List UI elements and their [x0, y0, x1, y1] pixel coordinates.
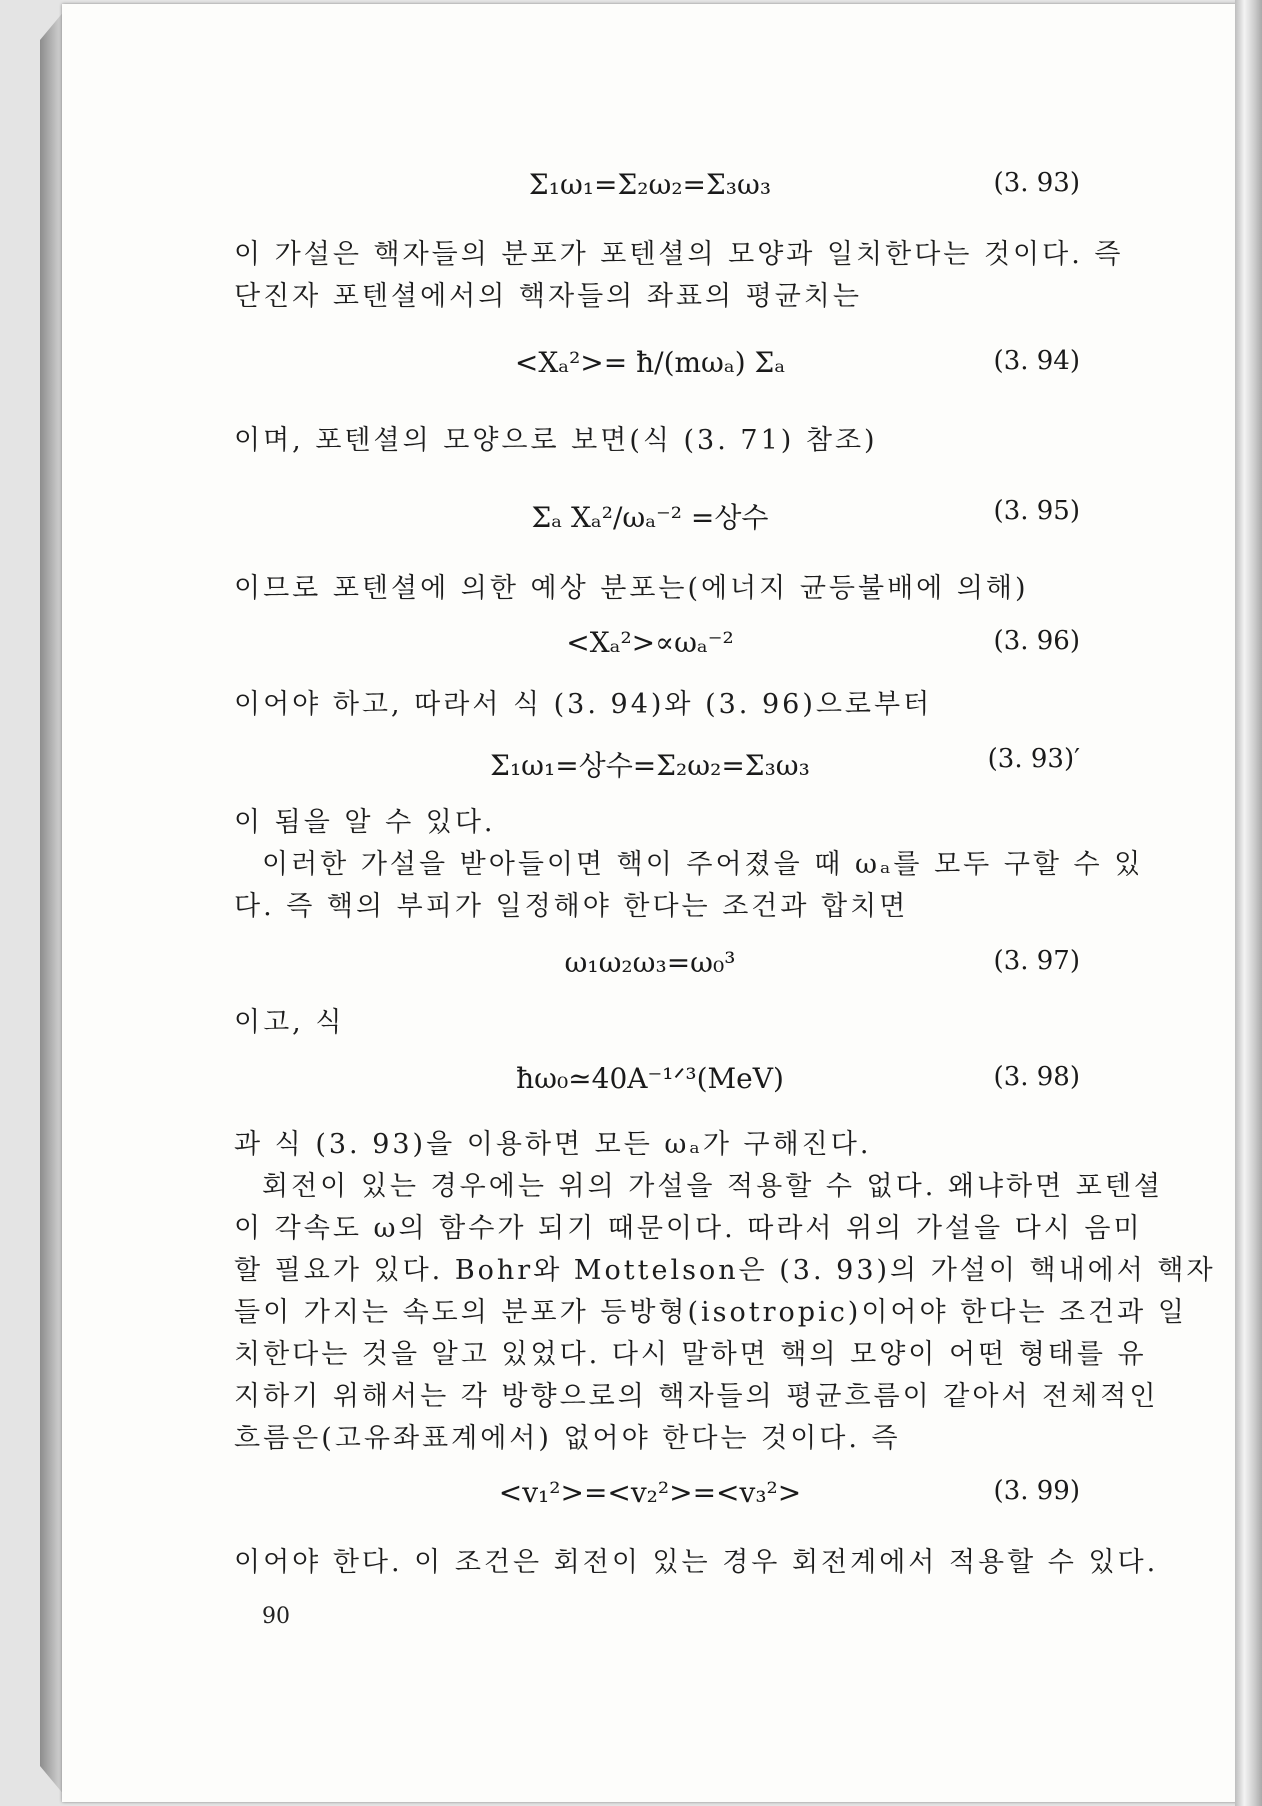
equation-expression: Σₐ Xₐ²/ωₐ⁻² =상수: [531, 501, 769, 534]
equation-number: (3. 99): [993, 1476, 1080, 1506]
equation-number: (3. 98): [993, 1062, 1080, 1092]
paragraph-line: 이어야 하고, 따라서 식 (3. 94)와 (3. 96)으로부터: [234, 689, 933, 720]
paragraph-line: 이므로 포텐셜에 의한 예상 분포는(에너지 균등불배에 의해): [234, 573, 1029, 604]
paragraph-line: 들이 가지는 속도의 분포가 등방형(isotropic)이어야 한다는 조건과 일: [234, 1297, 1187, 1328]
equation-3-94: [400, 346, 1080, 406]
page-number: 90: [262, 1604, 290, 1629]
paragraph-line: 흐름은(고유좌표계에서) 없어야 한다는 것이다. 즉: [234, 1423, 901, 1454]
paragraph-line: 이 각속도 ω의 함수가 되기 때문이다. 따라서 위의 가설을 다시 음미: [234, 1213, 1143, 1244]
paragraph-line: 치한다는 것을 알고 있었다. 다시 말하면 핵의 모양이 어떤 형태를 유: [234, 1339, 1147, 1370]
paragraph-line: 이 됨을 알 수 있다.: [234, 807, 496, 838]
equation-expression: Σ₁ω₁=상수=Σ₂ω₂=Σ₃ω₃: [490, 749, 810, 782]
paragraph-line: 다. 즉 핵의 부피가 일정해야 한다는 조건과 합치면: [234, 891, 909, 922]
equation-3-98: [400, 1062, 1080, 1122]
paragraph-line: 이어야 한다. 이 조건은 회전이 있는 경우 회전계에서 적용할 수 있다.: [234, 1547, 1159, 1578]
equation-expression: ω₁ω₂ω₃=ω₀³: [564, 946, 736, 979]
equation-number: (3. 93)′: [987, 744, 1080, 774]
paragraph-line: 회전이 있는 경우에는 위의 가설을 적용할 수 없다. 왜냐하면 포텐셜: [262, 1171, 1164, 1202]
paragraph-line: 이며, 포텐셜의 모양으로 보면(식 (3. 71) 참조): [234, 425, 878, 456]
equation-3-95: [400, 496, 1080, 556]
equation-expression: Σ₁ω₁=Σ₂ω₂=Σ₃ω₃: [528, 168, 772, 201]
equation-number: (3. 93): [993, 168, 1080, 198]
equation-expression: <Xₐ²>= ħ/(mωₐ) Σₐ: [514, 346, 786, 379]
paragraph-line: 할 필요가 있다. Bohr와 Mottelson은 (3. 93)의 가설이 핵내에서 핵자: [234, 1255, 1216, 1286]
equation-3-93-prime: [400, 744, 1080, 804]
equation-3-97: [400, 946, 1080, 1006]
equation-3-93: [400, 168, 1080, 228]
equation-number: (3. 94): [993, 346, 1080, 376]
page-edge: [1235, 0, 1262, 1806]
paragraph-line: 과 식 (3. 93)을 이용하면 모든 ωₐ가 구해진다.: [234, 1129, 872, 1160]
equation-3-99: [400, 1476, 1080, 1536]
equation-expression: <Xₐ²>∝ωₐ⁻²: [566, 626, 734, 659]
equation-number: (3. 96): [993, 626, 1080, 656]
paragraph-line: 단진자 포텐셜에서의 핵자들의 좌표의 평균치는: [234, 281, 862, 312]
paragraph-line: 이고, 식: [234, 1007, 345, 1038]
paragraph-line: 지하기 위해서는 각 방향으로의 핵자들의 평균흐름이 같아서 전체적인: [234, 1381, 1159, 1412]
equation-number: (3. 95): [993, 496, 1080, 526]
equation-expression: ħω₀≃40A⁻¹ᐟ³(MeV): [516, 1062, 784, 1095]
paragraph-line: 이 가설은 핵자들의 분포가 포텐셜의 모양과 일치한다는 것이다. 즉: [234, 239, 1124, 270]
paragraph-line: 이러한 가설을 받아들이면 핵이 주어졌을 때 ωₐ를 모두 구할 수 있: [262, 849, 1144, 880]
equation-3-96: [400, 626, 1080, 686]
equation-number: (3. 97): [993, 946, 1080, 976]
equation-expression: <v₁²>=<v₂²>=<v₃²>: [498, 1476, 802, 1509]
